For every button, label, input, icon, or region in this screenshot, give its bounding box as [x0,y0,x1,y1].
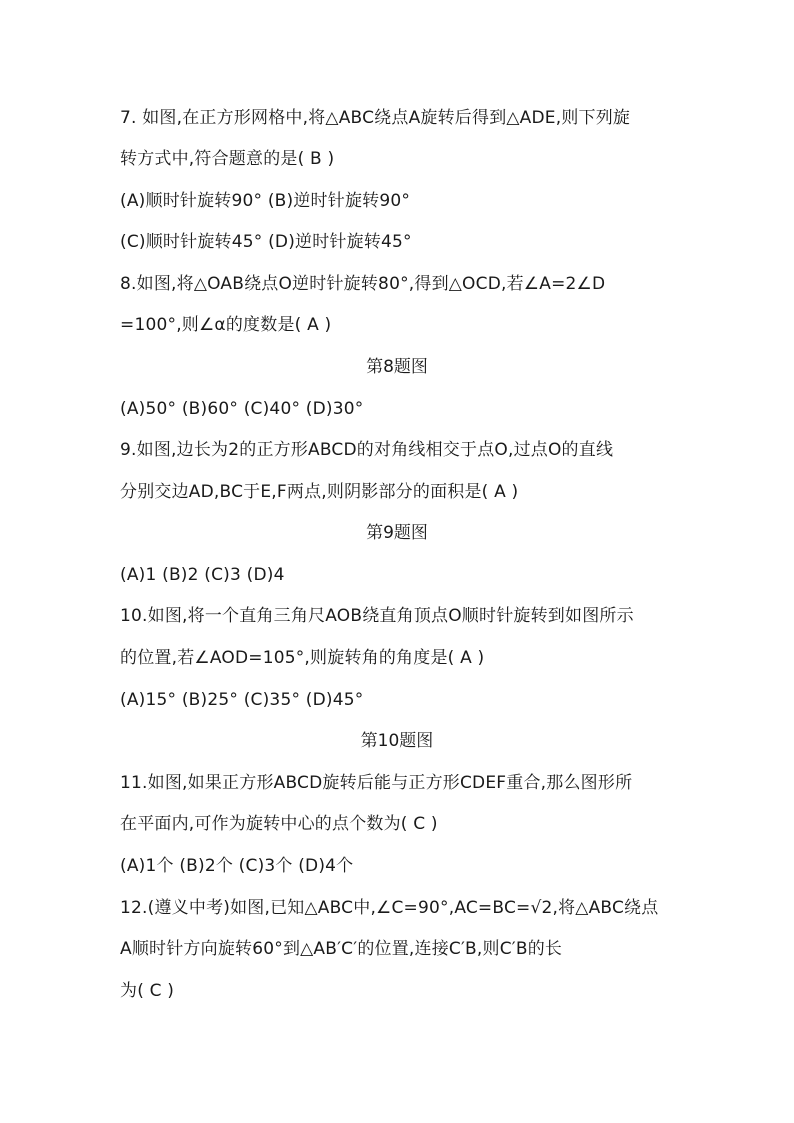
q7-line-2: 转方式中,符合题意的是( B ) [120,149,335,169]
q8-line-2: =100°,则∠α的度数是( A ) [120,315,332,335]
q11-line-2: 在平面内,可作为旋转中心的点个数为( C ) [120,814,438,834]
q7-line-1: 7. 如图,在正方形网格中,将△ABC绕点A旋转后得到△ADE,则下列旋 [120,108,631,128]
q10-figure-caption: 第10题图 [360,731,434,751]
q12-line-1: 12.(遵义中考)如图,已知△ABC中,∠C=90°,AC=BC=√2,将△ABC绕点 [120,898,659,918]
q11-line-1: 11.如图,如果正方形ABCD旋转后能与正方形CDEF重合,那么图形所 [120,773,633,793]
q12-line-3: 为( C ) [120,981,175,1001]
q9-line-1: 9.如图,边长为2的正方形ABCD的对角线相交于点O,过点O的直线 [120,440,614,460]
q9-line-2: 分别交边AD,BC于E,F两点,则阴影部分的面积是( A ) [120,482,519,502]
q9-figure-caption: 第9题图 [366,523,428,543]
q9-options: (A)1 (B)2 (C)3 (D)4 [120,565,285,585]
q12-line-2: A顺时针方向旋转60°到△AB′C′的位置,连接C′B,则C′B的长 [120,939,563,959]
q10-line-1: 10.如图,将一个直角三角尺AOB绕直角顶点O顺时针旋转到如图所示 [120,606,634,626]
q8-line-1: 8.如图,将△OAB绕点O逆时针旋转80°,得到△OCD,若∠A=2∠D [120,274,606,294]
q10-options: (A)15° (B)25° (C)35° (D)45° [120,690,364,710]
q10-line-2: 的位置,若∠AOD=105°,则旋转角的角度是( A ) [120,648,485,668]
q11-options: (A)1个 (B)2个 (C)3个 (D)4个 [120,856,354,876]
q8-options: (A)50° (B)60° (C)40° (D)30° [120,399,364,419]
q7-options-1: (A)顺时针旋转90° (B)逆时针旋转90° [120,191,411,211]
q7-options-2: (C)顺时针旋转45° (D)逆时针旋转45° [120,232,412,252]
q8-figure-caption: 第8题图 [366,357,428,377]
